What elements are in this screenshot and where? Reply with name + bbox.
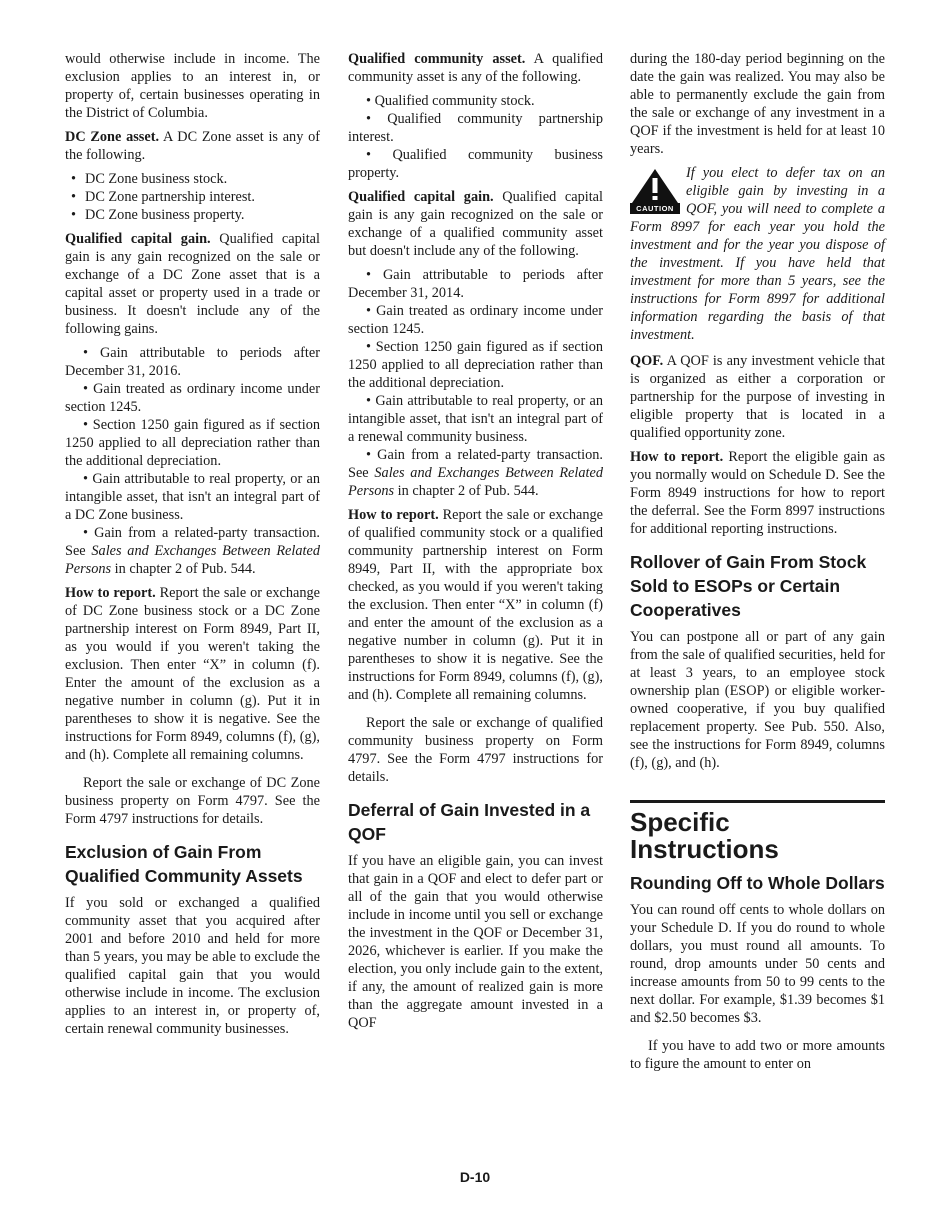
- rounding-paragraph-2: If you have to add two or more amounts to figure the amount to enter on: [630, 1038, 885, 1072]
- exclusion-section-heading: Exclusion of Gain From Qualified Community Assets: [65, 842, 303, 886]
- list-item-text: in chapter 2 of Pub. 544.: [394, 483, 539, 499]
- qualified-capital-gain-paragraph: [65, 230, 320, 338]
- how-to-report-text: Report the eligible gain as you normally would on Schedule D. See the Form 8949 instructions for how to report the deferral. See the Form 8997 instructions for additional reporting instructions.: [630, 449, 886, 537]
- how-to-report-text: Report the sale or exchange of qualified community stock or a qualified community partnership interest on Form 8949, Part II, with the appropriate box checked, as you would if you weren't taking the exclusion. Then enter “X” in column (f) and enter the amount of the exclusion as a negative number in column (g). Put it in parentheses to show it is negative. See the instructions for Form 8949, columns (f), (g), and (h). Complete all remaining columns.: [348, 507, 603, 703]
- dc-zone-asset-paragraph: [65, 128, 320, 164]
- qualified-community-asset-text: A qualified community asset is any of the following.: [348, 51, 603, 85]
- list-item: • DC Zone partnership interest.: [65, 188, 320, 206]
- section-divider: [630, 800, 885, 803]
- list-item: • Qualified community stock.: [348, 92, 603, 110]
- page-number: D-10: [459, 1169, 491, 1185]
- list-item: • Gain treated as ordinary income under section 1245.: [65, 380, 320, 416]
- rounding-paragraph: You can round off cents to whole dollars on your Schedule D. If you do round to whole dollars, you must round all amounts. To round, drop amounts under 50 cents and increase amounts from 50 to 99 cents to the next dollar. For example, $1.39 becomes $1 and $2.50 becomes $3.: [630, 902, 885, 1026]
- rollover-paragraph: You can postpone all or part of any gain from the sale of qualified securities, held for at least 3 years, to an employee stock ownership plan (ESOP) or eligible worker-owned cooperative, if you buy qualified replacement property. See Pub. 550. Also, see the instructions for Form 8949, columns (f), (g), and (h).: [630, 629, 885, 771]
- rollover-section-heading: Rollover of Gain From Stock Sold to ESOPs or Certain Cooperatives: [630, 552, 867, 620]
- list-item-text: Gain from a related-party transaction. See: [65, 525, 320, 559]
- caution-icon: [630, 168, 680, 216]
- list-item: • Section 1250 gain figured as if section 1250 applied to all depreciation rather than the additional depreciation.: [65, 416, 320, 470]
- how-to-report-heading: How to report.: [65, 585, 156, 601]
- intro-paragraph: would otherwise include in income. The exclusion applies to an interest in, or property of, certain businesses operating in the District of Columbia.: [65, 51, 320, 121]
- column-3: [630, 50, 885, 1079]
- list-item: • Gain attributable to real property, or an intangible asset, that isn't an integral part of a DC Zone business.: [65, 470, 320, 524]
- qualified-capital-gain-heading: Qualified capital gain.: [348, 189, 494, 205]
- list-item: • DC Zone business stock.: [65, 170, 320, 188]
- list-item: • Section 1250 gain figured as if section 1250 applied to all depreciation rather than the additional depreciation.: [348, 338, 603, 392]
- qualified-community-asset-list: [348, 92, 603, 182]
- how-to-report-text: Report the sale or exchange of DC Zone business stock or a DC Zone partnership interest on Form 8949, Part II, as you would if you weren't taking the exclusion. Then enter “X” in column (f). Enter the amount of the exclusion as a negative number in column (g). Put it in parentheses to show it is negative. See the instructions for Form 8949, columns (f), (g), and (h). Complete all remaining columns.: [65, 585, 320, 763]
- how-to-report-paragraph: [65, 584, 320, 764]
- qof-text: A QOF is any investment vehicle that is organized as either a corporation or partnership for the purpose of investing in eligible property that is located in a qualified opportunity zone.: [630, 353, 885, 441]
- qualified-capital-gain-text: Qualified capital gain is any gain recognized on the sale or exchange of a qualified community asset but doesn't include any of the following.: [348, 189, 603, 259]
- list-item: • Qualified community partnership interest.: [348, 110, 603, 146]
- how-to-report-paragraph: [348, 506, 603, 704]
- how-to-report-heading: How to report.: [630, 449, 724, 465]
- qualified-capital-gain-text: Qualified capital gain is any gain recognized on the sale or exchange of a DC Zone asset that is a capital asset or property used in a trade or business. It doesn't include any of the following gains.: [65, 231, 320, 337]
- caution-label: CAUTION: [630, 203, 680, 214]
- caution-text: If you elect to defer tax on an eligible gain by investing in a QOF, you will need to complete a Form 8997 for each year you hold the investment and for the year you dispose of the investment. If you have held that investment for more than 5 years, see the instructions for Form 8997 for additional information regarding the basis of that investment.: [630, 165, 885, 343]
- list-item-text: in chapter 2 of Pub. 544.: [111, 561, 256, 577]
- qof-heading: QOF.: [630, 353, 664, 369]
- related-persons-reference: Sales and Exchanges Between Related Persons: [348, 465, 603, 499]
- specific-instructions-heading: Specific Instructions: [630, 807, 779, 864]
- rounding-section-heading: Rounding Off to Whole Dollars: [630, 873, 885, 893]
- dc-zone-asset-heading: DC Zone asset.: [65, 129, 160, 145]
- qualified-community-asset-paragraph: [348, 50, 603, 86]
- deferral-section-heading: Deferral of Gain Invested in a QOF: [348, 800, 591, 844]
- list-item: • DC Zone business property.: [65, 206, 320, 224]
- caution-box: [630, 164, 885, 344]
- qualified-capital-gain-list: [348, 266, 603, 500]
- list-item: • Qualified community business property.: [348, 146, 603, 182]
- list-item: [65, 524, 320, 578]
- report-form-4797-paragraph: Report the sale or exchange of qualified community business property on Form 4797. See the Form 4797 instructions for details.: [348, 715, 603, 785]
- qualified-capital-gain-paragraph: [348, 188, 603, 260]
- related-persons-reference: Sales and Exchanges Between Related Persons: [65, 543, 320, 577]
- qualified-capital-gain-heading: Qualified capital gain.: [65, 231, 211, 247]
- report-form-4797-paragraph: Report the sale or exchange of DC Zone business property on Form 4797. See the Form 4797 instructions for details.: [65, 775, 320, 827]
- list-item: • Gain treated as ordinary income under section 1245.: [348, 302, 603, 338]
- qof-paragraph: [630, 352, 885, 442]
- column-2: [348, 50, 603, 1038]
- list-item: [348, 446, 603, 500]
- list-item-text: Gain from a related-party transaction. See: [348, 447, 603, 481]
- list-item: • Gain attributable to real property, or an intangible asset, that isn't an integral part of a renewal community business.: [348, 392, 603, 446]
- column-1: [65, 50, 320, 1044]
- qualified-community-asset-heading: Qualified community asset.: [348, 51, 526, 67]
- dc-zone-asset-list: [65, 170, 320, 224]
- deferral-paragraph: If you have an eligible gain, you can invest that gain in a QOF and elect to defer part or all of the gain that you would otherwise include in income until you sell or exchange the investment in the QOF or December 31, 2026, whichever is earlier. If you make the election, you only include gain to the extent, if any, the amount of realized gain is more than the aggregate amount invested in a QOF: [348, 853, 603, 1031]
- how-to-report-heading: How to report.: [348, 507, 439, 523]
- list-item: • Gain attributable to periods after December 31, 2016.: [65, 344, 320, 380]
- qualified-capital-gain-list: [65, 344, 320, 578]
- continued-paragraph: during the 180-day period beginning on the date the gain was realized. You may also be able to permanently exclude the gain from the sale or exchange of any investment in a QOF if the investment is held for at least 10 years.: [630, 51, 885, 157]
- list-item: • Gain attributable to periods after December 31, 2014.: [348, 266, 603, 302]
- exclusion-paragraph: If you sold or exchanged a qualified community asset that you acquired after 2001 and before 2010 and held for more than 5 years, you may be able to exclude the qualified capital gain that you would otherwise include in income. The exclusion applies to an interest in, or property of, certain renewal community businesses.: [65, 895, 320, 1037]
- dc-zone-asset-text: A DC Zone asset is any of the following.: [65, 129, 320, 163]
- how-to-report-paragraph: [630, 448, 885, 538]
